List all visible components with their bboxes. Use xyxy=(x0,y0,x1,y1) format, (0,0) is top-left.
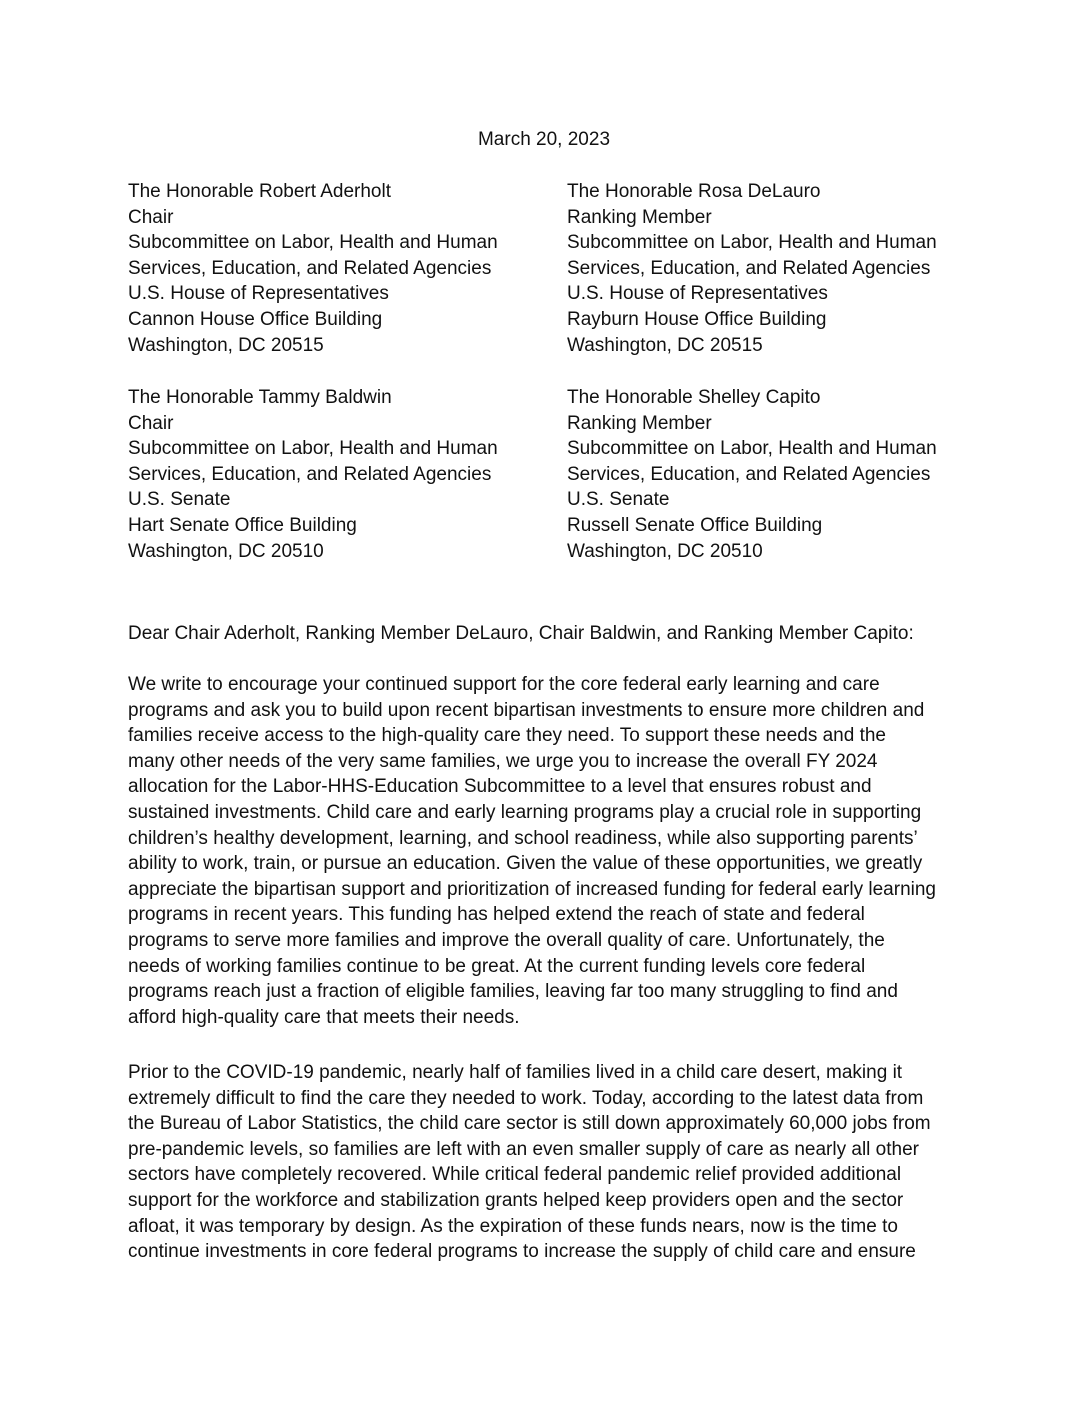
address-line: Services, Education, and Related Agencies xyxy=(128,463,492,485)
recipient-address-baldwin xyxy=(128,385,498,564)
paragraph-line: programs and ask you to build upon recent bipartisan investments to ensure more children and xyxy=(128,699,925,721)
address-line: The Honorable Robert Aderholt xyxy=(128,181,391,202)
address-line: Washington, DC 20515 xyxy=(567,334,763,356)
address-line: U.S. House of Representatives xyxy=(128,283,389,305)
paragraph-line: allocation for the Labor-HHS-Education Subcommittee to a level that ensures robust and xyxy=(128,776,872,798)
address-line: Cannon House Office Building xyxy=(128,308,383,330)
address-line: The Honorable Shelley Capito xyxy=(567,387,821,408)
paragraph-line: families receive access to the high-quality care they need. To support these needs and the xyxy=(128,725,886,747)
address-line: U.S. Senate xyxy=(128,489,231,511)
paragraph-line: programs in recent years. This funding has helped extend the reach of state and federal xyxy=(128,904,865,926)
paragraph-line: sustained investments. Child care and early learning programs play a crucial role in supporting xyxy=(128,801,922,823)
address-line: Ranking Member xyxy=(567,412,712,434)
address-line: Subcommittee on Labor, Health and Human xyxy=(128,232,498,254)
address-line: Chair xyxy=(128,206,174,228)
paragraph-line: needs of working families continue to be great. At the current funding levels core federal xyxy=(128,955,866,977)
paragraph-line: We write to encourage your continued support for the core federal early learning and care xyxy=(128,674,880,695)
address-line: Subcommittee on Labor, Health and Human xyxy=(128,438,498,460)
paragraph-line: programs to serve more families and improve the overall quality of care. Unfortunately, the xyxy=(128,929,885,951)
address-line: Services, Education, and Related Agencies xyxy=(567,463,931,485)
paragraph-line: programs reach just a fraction of eligible families, leaving far too many struggling to find and xyxy=(128,981,898,1003)
recipient-address-aderholt xyxy=(128,179,498,358)
salutation: Dear Chair Aderholt, Ranking Member DeLauro, Chair Baldwin, and Ranking Member Capito: xyxy=(128,623,914,644)
address-line: Subcommittee on Labor, Health and Human xyxy=(567,232,937,254)
body-paragraph-1 xyxy=(128,672,936,1030)
recipient-address-capito xyxy=(567,385,937,564)
address-line: Rayburn House Office Building xyxy=(567,308,827,330)
address-line: Ranking Member xyxy=(567,206,712,228)
letter-date: March 20, 2023 xyxy=(477,129,611,150)
paragraph-line: support for the workforce and stabilization grants helped keep providers open and the sector xyxy=(128,1189,904,1211)
paragraph-line: continue investments in core federal programs to increase the supply of child care and ensure xyxy=(128,1241,916,1263)
address-line: Hart Senate Office Building xyxy=(128,514,357,536)
address-line: Chair xyxy=(128,412,174,434)
address-line: Russell Senate Office Building xyxy=(567,514,823,536)
recipient-address-delauro xyxy=(567,179,937,358)
address-line: The Honorable Rosa DeLauro xyxy=(567,181,821,202)
address-line: Services, Education, and Related Agencies xyxy=(128,257,492,279)
address-line: Services, Education, and Related Agencies xyxy=(567,257,931,279)
paragraph-line: the Bureau of Labor Statistics, the child care sector is still down approximately 60,000 jobs from xyxy=(128,1113,931,1135)
body-paragraph-2 xyxy=(128,1060,931,1265)
paragraph-line: Prior to the COVID-19 pandemic, nearly half of families lived in a child care desert, making it xyxy=(128,1062,903,1083)
paragraph-line: children’s healthy development, learning, and school readiness, while also supporting parents’ xyxy=(128,827,918,849)
address-line: U.S. House of Representatives xyxy=(567,283,828,305)
paragraph-line: sectors have completely recovered. While critical federal pandemic relief provided additional xyxy=(128,1164,902,1186)
paragraph-line: appreciate the bipartisan support and prioritization of increased funding for federal early learning xyxy=(128,878,936,900)
address-line: The Honorable Tammy Baldwin xyxy=(128,387,392,408)
address-line: Washington, DC 20515 xyxy=(128,334,324,356)
paragraph-line: pre-pandemic levels, so families are left with an even smaller supply of care as nearly all other xyxy=(128,1138,919,1160)
address-line: U.S. Senate xyxy=(567,489,670,511)
address-line: Washington, DC 20510 xyxy=(567,540,763,562)
paragraph-line: extremely difficult to find the care they needed to work. Today, according to the latest data from xyxy=(128,1087,924,1109)
paragraph-line: afford high-quality care that meets their needs. xyxy=(128,1006,520,1028)
paragraph-line: many other needs of the very same families, we urge you to increase the overall FY 2024 xyxy=(128,750,878,772)
address-line: Washington, DC 20510 xyxy=(128,540,324,562)
address-line: Subcommittee on Labor, Health and Human xyxy=(567,438,937,460)
paragraph-line: afloat, it was temporary by design. As the expiration of these funds nears, now is the time to xyxy=(128,1215,898,1237)
paragraph-line: ability to work, train, or pursue an education. Given the value of these opportunities, we greatly xyxy=(128,853,923,875)
